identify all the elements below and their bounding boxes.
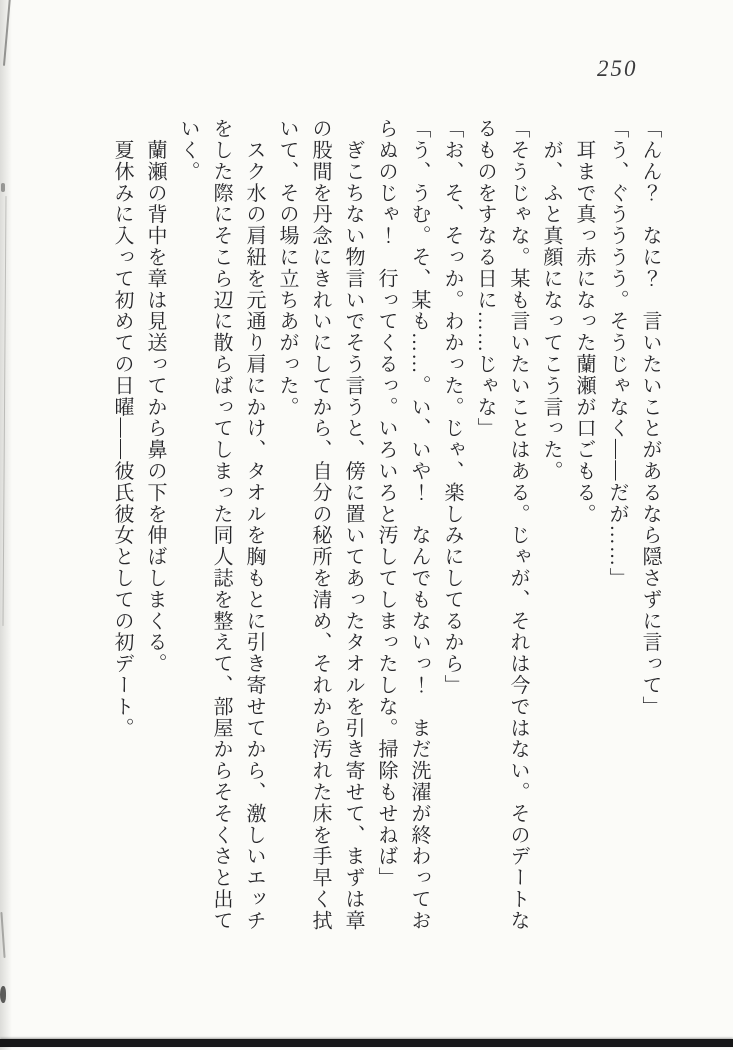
text-line: るものをすなる日に……じゃな」 [474,118,496,439]
scan-artifact-mark [0,986,6,1003]
text-line: いて、その場に立ちあがった。 [276,118,298,418]
text-line: 夏休みに入って初めての日曜――彼氏彼女としての初デート。 [111,118,133,739]
scan-artifact-left-shadow [0,0,12,1050]
text-line: をした際にそこら辺に散らばってしまった同人誌を整えて、部屋からそそくさと出て [210,118,232,932]
text-line: 「う、うむ。そ、某も……。い、いや！ なんでもないっ！ まだ洗濯が終わってお [408,118,430,932]
text-line: の股間を丹念にきれいにしてから、自分の秘所を清め、それから汚れた床を手早く拭 [309,118,331,932]
text-line: 「う、ぐうううう。そうじゃなく――だが……」 [606,118,628,589]
text-line: 耳まで真っ赤になった蘭瀬が口ごもる。 [573,118,595,525]
text-line: らぬのじゃ！ 行ってくるっ。いろいろと汚してしまったしな。掃除もせねば」 [375,118,397,889]
text-line: 「そうじゃな。某も言いたいことはある。じゃが、それは今ではない。そのデートな [507,118,529,932]
text-line: 「お、そ、そっか。わかった。じゃ、楽しみにしてるから」 [441,118,463,696]
page-number: 250 [597,56,638,81]
scan-artifact-bottom-edge [0,1039,733,1047]
text-line: スク水の肩紐を元通り肩にかけ、タオルを胸もとに引き寄せてから、激しいエッチ [243,118,265,932]
text-line: 蘭瀬の背中を章は見送ってから鼻の下を伸ばしまくる。 [144,118,166,675]
text-line: ぎこちない物言いでそう言うと、傍に置いてあったタオルを引き寄せて、まずは章 [342,118,364,932]
vertical-text-block [105,118,666,946]
text-line: が、ふと真顔になってこう言った。 [540,118,562,482]
text-line: 「んん？ なに？ 言いたいことがあるなら隠さずに言って」 [639,118,661,718]
text-line: いく。 [177,118,199,183]
scan-artifact-mark [1,183,5,192]
